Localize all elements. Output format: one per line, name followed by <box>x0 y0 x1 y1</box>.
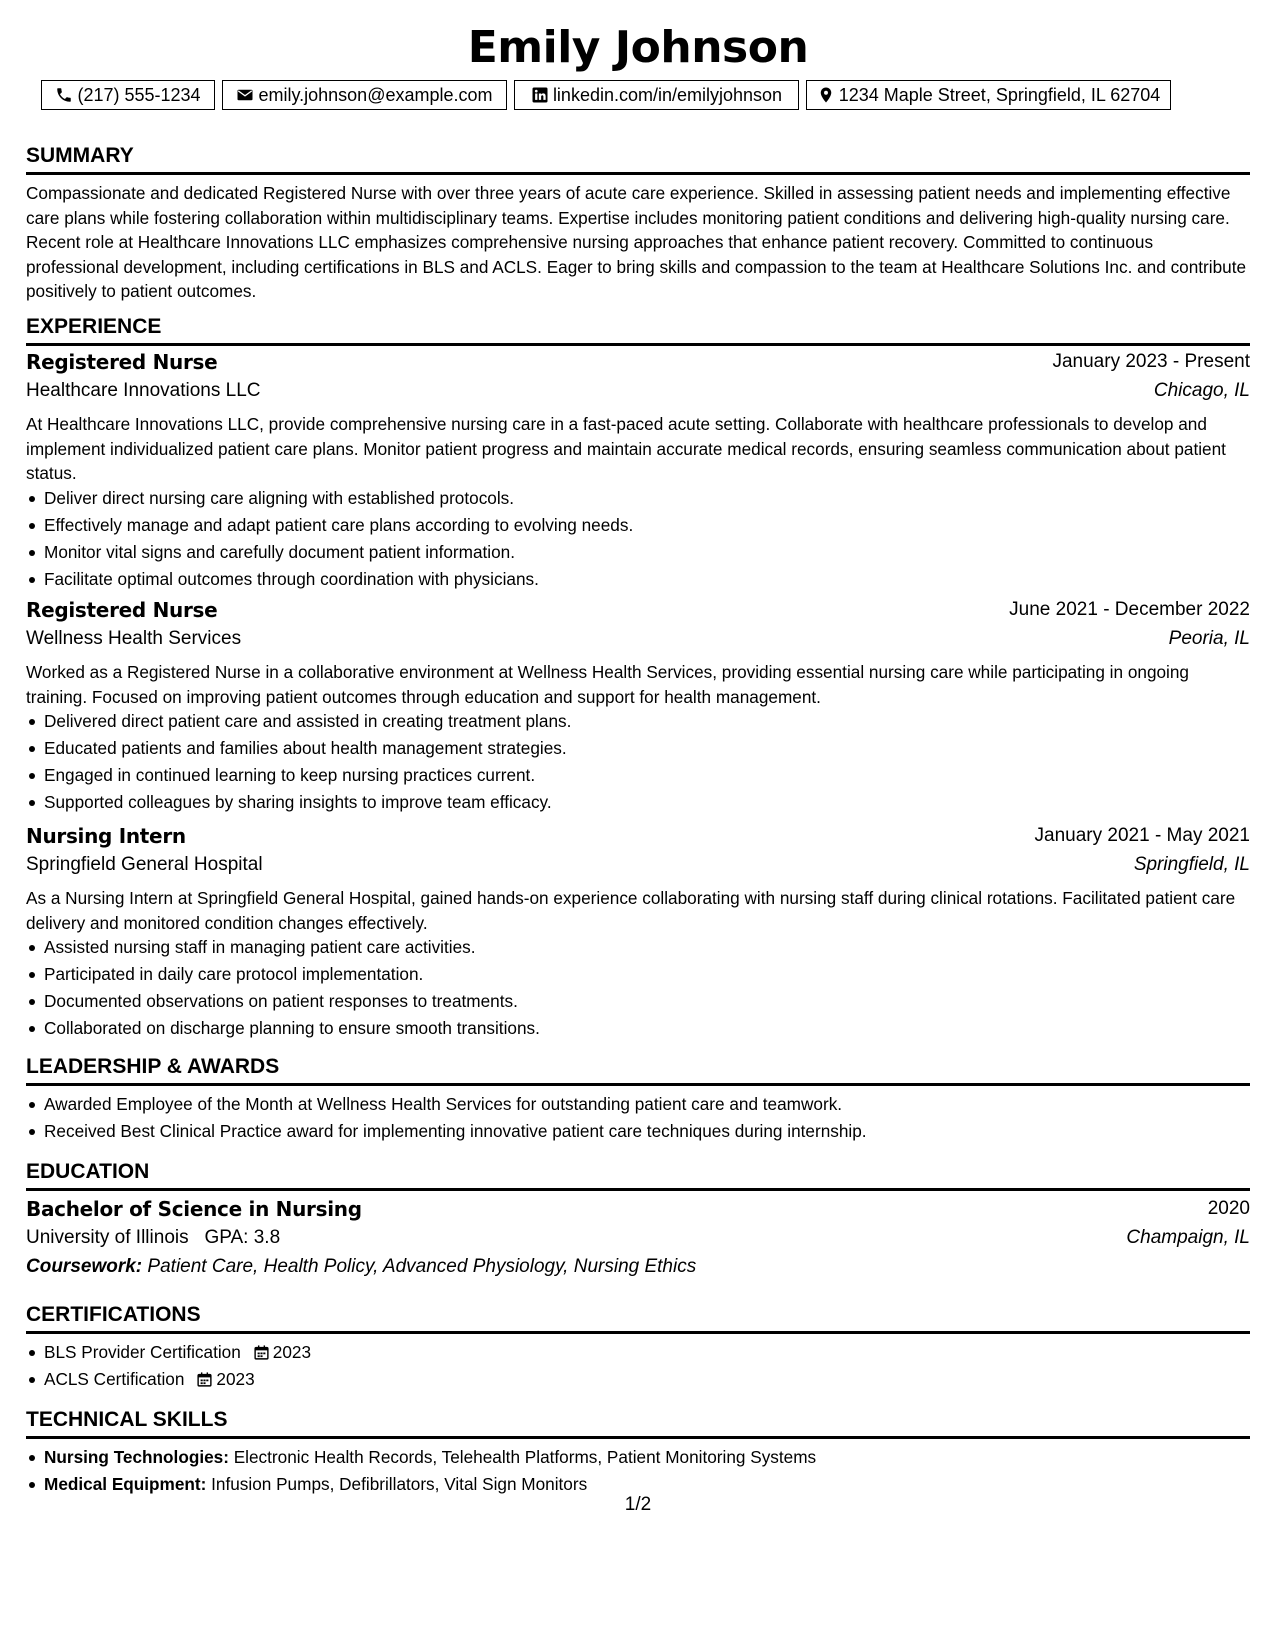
list-item: Received Best Clinical Practice award for implementing innovative patient care techniques during internship. <box>26 1118 1250 1145</box>
job-description: As a Nursing Intern at Springfield General Hospital, gained hands-on experience collaborating with nursing staff during clinical rotations. Facilitated patient care delivery and monitored condition changes effectively. <box>26 888 1236 933</box>
page-number: 1/2 <box>624 1494 652 1515</box>
experience-section <box>26 313 1250 346</box>
certification-name: ACLS Certification <box>44 1369 185 1389</box>
linkedin-icon <box>531 86 549 104</box>
linkedin-text: linkedin.com/in/emilyjohnson <box>552 84 783 105</box>
coursework-label: Coursework: <box>26 1256 143 1277</box>
job-title: Registered Nurse <box>26 350 218 374</box>
list-item <box>26 1339 1250 1366</box>
list-item <box>26 1366 1250 1393</box>
job-bullets <box>26 934 1250 1042</box>
gpa: GPA: 3.8 <box>204 1227 281 1248</box>
list-item: Participated in daily care protocol implementation. <box>26 961 1250 988</box>
certifications-section <box>26 1301 1250 1393</box>
contact-phone[interactable] <box>41 80 215 110</box>
email-text: emily.johnson@example.com <box>258 84 493 105</box>
school-name: University of Illinois <box>26 1227 189 1248</box>
list-item <box>26 1444 1250 1471</box>
school-location: Champaign, IL <box>1126 1227 1250 1248</box>
job-title: Registered Nurse <box>26 598 218 622</box>
calendar-icon <box>253 1344 270 1361</box>
phone-text: (217) 555-1234 <box>77 84 201 105</box>
job-company: Healthcare Innovations LLC <box>26 380 261 401</box>
list-item: Assisted nursing staff in managing patient care activities. <box>26 934 1250 961</box>
certification-name: BLS Provider Certification <box>44 1342 241 1362</box>
list-item: Supported colleagues by sharing insights to improve team efficacy. <box>26 789 1250 816</box>
list-item: Collaborated on discharge planning to ensure smooth transitions. <box>26 1015 1250 1042</box>
calendar-icon <box>196 1371 213 1388</box>
phone-icon <box>55 86 73 104</box>
coursework-line <box>26 1256 1250 1278</box>
list-item: Delivered direct patient care and assisted in creating treatment plans. <box>26 708 1250 735</box>
list-item: Engaged in continued learning to keep nursing practices current. <box>26 762 1250 789</box>
coursework-list: Patient Care, Health Policy, Advanced Physiology, Nursing Ethics <box>147 1256 697 1277</box>
summary-section <box>26 142 1250 304</box>
certifications-list <box>26 1339 1250 1393</box>
address-text: 1234 Maple Street, Springfield, IL 62704 <box>838 84 1161 105</box>
list-item: Monitor vital signs and carefully document patient information. <box>26 539 1250 566</box>
summary-heading: SUMMARY <box>26 142 1250 175</box>
certifications-heading: CERTIFICATIONS <box>26 1301 1250 1334</box>
leadership-list <box>26 1091 1250 1145</box>
contact-address[interactable] <box>806 80 1171 110</box>
certification-year: 2023 <box>272 1342 312 1362</box>
skills-heading: TECHNICAL SKILLS <box>26 1406 1250 1439</box>
list-item: Documented observations on patient responses to treatments. <box>26 988 1250 1015</box>
skill-values: Electronic Health Records, Telehealth Platforms, Patient Monitoring Systems <box>233 1447 817 1467</box>
summary-text: Compassionate and dedicated Registered Nurse with over three years of acute care experience. Skilled in assessing patient needs and implementing effective care plans while fostering collaboration within multidisciplinary teams. Expertise includes monitoring patient conditions and delivering high-quality nursing care. Recent role at Healthcare Innovations LLC emphasizes comprehensive nursing approaches that enhance patient recovery. Committed to continuous professional development, including certifications in BLS and ACLS. Eager to bring skills and compassion to the team at Healthcare Solutions Inc. and contribute positively to patient outcomes. <box>26 183 1247 302</box>
job-description: At Healthcare Innovations LLC, provide comprehensive nursing care in a fast-paced acute setting. Collaborate with healthcare professionals to develop and implement individualized patient care plans. Monitor patient progress and maintain accurate medical records, ensuring seamless communication about patient status. <box>26 414 1226 484</box>
leadership-section <box>26 1053 1250 1145</box>
skills-list <box>26 1444 1250 1498</box>
job-company: Wellness Health Services <box>26 628 242 649</box>
experience-heading: EXPERIENCE <box>26 313 1250 346</box>
skill-values: Infusion Pumps, Defibrillators, Vital Sign Monitors <box>211 1474 588 1494</box>
job-location: Springfield, IL <box>1133 854 1250 875</box>
skill-category: Medical Equipment: <box>44 1474 207 1494</box>
school-line <box>26 1227 280 1249</box>
list-item: Awarded Employee of the Month at Wellness Health Services for outstanding patient care and teamwork. <box>26 1091 1250 1118</box>
job-bullets <box>26 485 1250 593</box>
job-dates: June 2021 - December 2022 <box>1009 599 1250 620</box>
list-item: Educated patients and families about health management strategies. <box>26 735 1250 762</box>
envelope-icon <box>236 86 254 104</box>
candidate-name: Emily Johnson <box>467 22 809 73</box>
certification-year: 2023 <box>216 1369 255 1389</box>
skill-category: Nursing Technologies: <box>44 1447 229 1467</box>
job-entry <box>26 822 1250 1042</box>
job-location: Peoria, IL <box>1168 628 1250 649</box>
job-company: Springfield General Hospital <box>26 854 263 875</box>
contact-linkedin[interactable] <box>514 80 799 110</box>
list-item: Facilitate optimal outcomes through coordination with physicians. <box>26 566 1250 593</box>
resume-page <box>26 0 1250 1650</box>
job-entry <box>26 596 1250 816</box>
job-location: Chicago, IL <box>1153 380 1250 401</box>
leadership-heading: LEADERSHIP & AWARDS <box>26 1053 1250 1086</box>
job-title: Nursing Intern <box>26 824 186 848</box>
map-marker-icon <box>817 86 835 104</box>
degree-title: Bachelor of Science in Nursing <box>26 1197 362 1221</box>
contact-email[interactable] <box>222 80 507 110</box>
job-bullets <box>26 708 1250 816</box>
education-section <box>26 1158 1250 1278</box>
skills-section <box>26 1406 1250 1498</box>
education-heading: EDUCATION <box>26 1158 1250 1191</box>
contact-bar <box>41 80 1251 112</box>
job-dates: January 2023 - Present <box>1052 351 1250 372</box>
list-item: Deliver direct nursing care aligning with established protocols. <box>26 485 1250 512</box>
job-dates: January 2021 - May 2021 <box>1034 825 1250 846</box>
job-description: Worked as a Registered Nurse in a collaborative environment at Wellness Health Services, providing essential nursing care while participating in ongoing training. Focused on improving patient outcomes through education and support for health management. <box>26 662 1189 707</box>
list-item: Effectively manage and adapt patient care plans according to evolving needs. <box>26 512 1250 539</box>
job-entry <box>26 348 1250 593</box>
graduation-year: 2020 <box>1207 1198 1250 1219</box>
